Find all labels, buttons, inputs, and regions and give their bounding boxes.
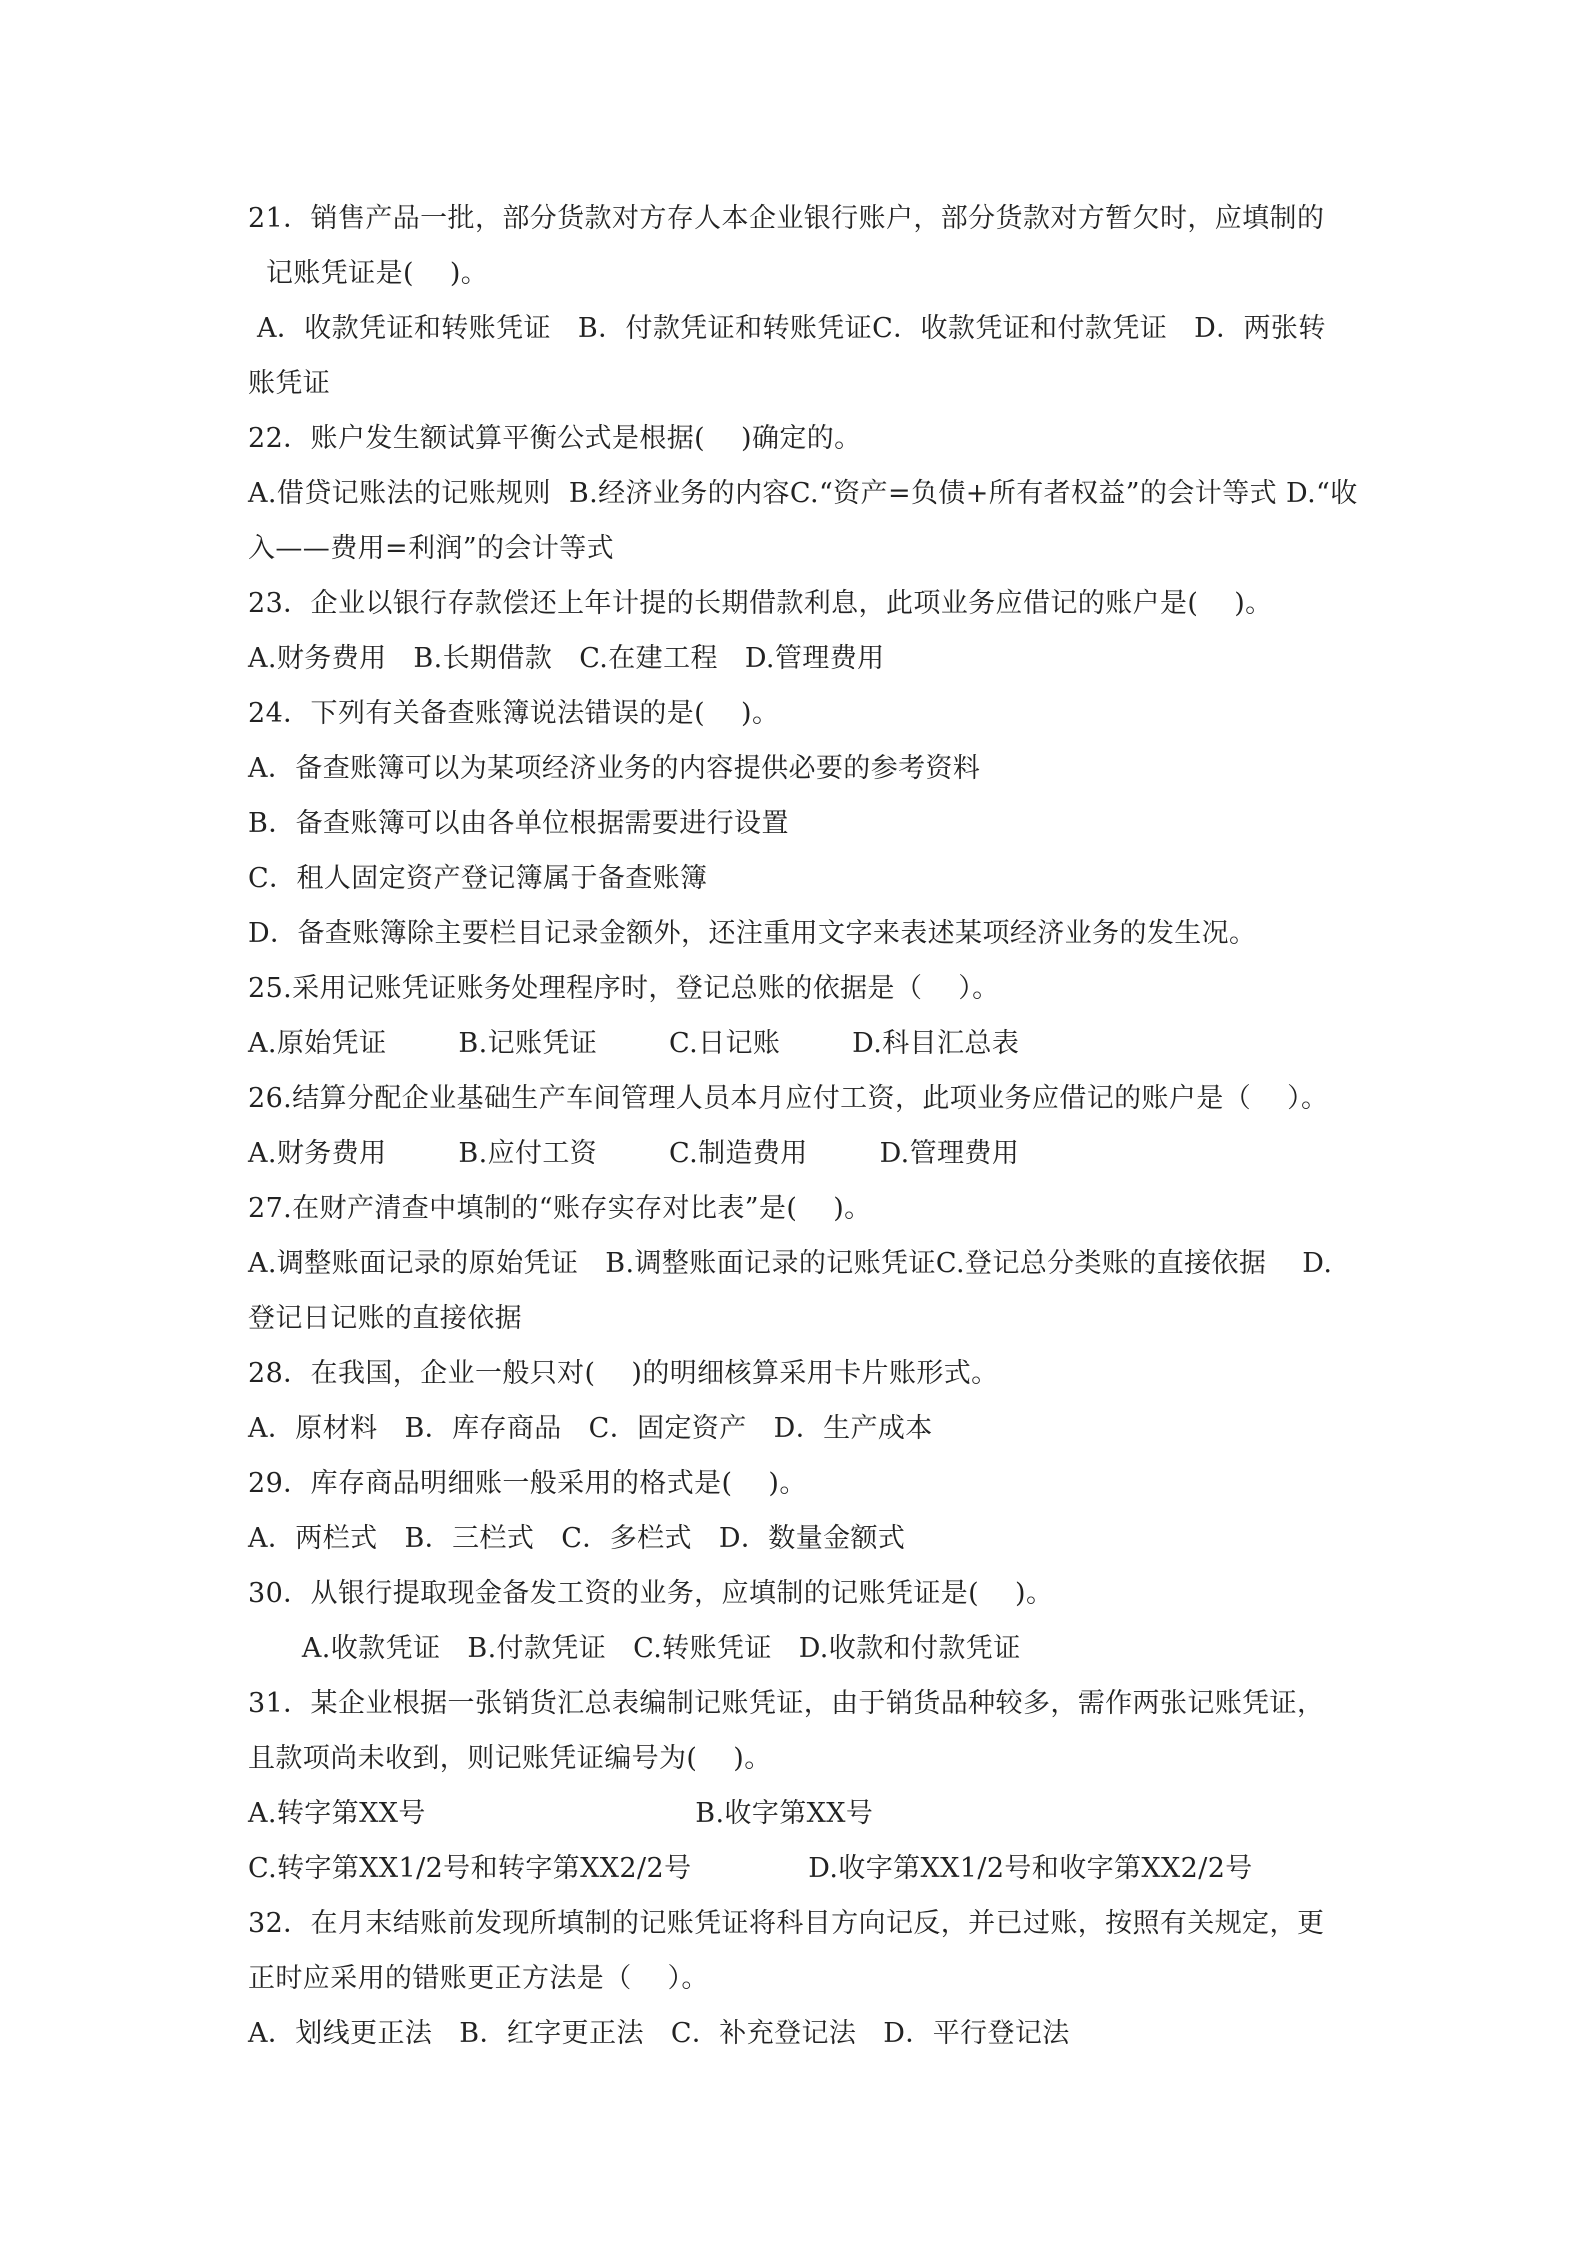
question-23-options: A.财务费用 B.长期借款 C.在建工程 D.管理费用 (248, 643, 885, 674)
question-29-options: A．两栏式 B．三栏式 C．多栏式 D．数量金额式 (248, 1523, 906, 1554)
question-28-options: A．原材料 B．库存商品 C．固定资产 D．生产成本 (248, 1413, 933, 1444)
question-26-options: A.财务费用 B.应付工资 C.制造费用 D.管理费用 (248, 1138, 1020, 1169)
question-29-text: 29．库存商品明细账一般采用的格式是( )。 (248, 1468, 807, 1499)
question-27-options-line-2: 登记日记账的直接依据 (248, 1303, 522, 1334)
question-22-text: 22．账户发生额试算平衡公式是根据( )确定的。 (248, 423, 862, 454)
question-32-options: A．划线更正法 B．红字更正法 C．补充登记法 D．平行登记法 (248, 2018, 1070, 2049)
question-26-text: 26.结算分配企业基础生产车间管理人员本月应付工资，此项业务应借记的账户是（ ）。 (248, 1083, 1329, 1114)
question-28-text: 28．在我国，企业一般只对( )的明细核算采用卡片账形式。 (248, 1358, 999, 1389)
question-31-line-1: 31．某企业根据一张销货汇总表编制记账凭证，由于销货品种较多，需作两张记账凭证， (248, 1688, 1325, 1719)
question-31-options-line-1: A.转字第XX号 B.收字第XX号 (248, 1798, 874, 1829)
question-22-options-line-2: 入——费用=利润”的会计等式 (248, 533, 615, 564)
question-24-text: 24．下列有关备查账簿说法错误的是( )。 (248, 698, 780, 729)
question-32-line-2: 正时应采用的错账更正方法是（ ）。 (248, 1963, 709, 1994)
question-30-text: 30．从银行提取现金备发工资的业务，应填制的记账凭证是( )。 (248, 1578, 1054, 1609)
question-25-text: 25.采用记账凭证账务处理程序时，登记总账的依据是（ ）。 (248, 973, 1000, 1004)
question-23-text: 23．企业以银行存款偿还上年计提的长期借款利息，此项业务应借记的账户是( )。 (248, 588, 1273, 619)
question-24-option-c: C．租人固定资产登记簿属于备查账簿 (248, 863, 708, 894)
question-32-line-1: 32．在月末结账前发现所填制的记账凭证将科目方向记反，并已过账，按照有关规定，更 (248, 1908, 1325, 1939)
question-24-option-a: A．备查账簿可以为某项经济业务的内容提供必要的参考资料 (248, 753, 981, 784)
question-24-option-d: D．备查账簿除主要栏目记录金额外，还注重用文字来表述某项经济业务的发生况。 (248, 918, 1257, 949)
question-22-options-line-1: A.借贷记账法的记账规则 B.经济业务的内容C.“资产=负债+所有者权益”的会计等式 D.“收 (248, 478, 1358, 509)
question-25-options: A.原始凭证 B.记账凭证 C.日记账 D.科目汇总表 (248, 1028, 1020, 1059)
question-31-options-line-2: C.转字第XX1/2号和转字第XX2/2号 D.收字第XX1/2号和收字第XX2/2号 (248, 1853, 1253, 1884)
question-24-option-b: B．备查账簿可以由各单位根据需要进行设置 (248, 808, 789, 839)
question-30-options: A.收款凭证 B.付款凭证 C.转账凭证 D.收款和付款凭证 (248, 1633, 1021, 1664)
question-31-line-2: 且款项尚未收到，则记账凭证编号为( )。 (248, 1743, 772, 1774)
question-27-options-line-1: A.调整账面记录的原始凭证 B.调整账面记录的记账凭证C.登记总分类账的直接依据 D. (248, 1248, 1333, 1279)
question-21-line-1: 21．销售产品一批，部分货款对方存人本企业银行账户，部分货款对方暂欠时，应填制的 (248, 203, 1325, 234)
question-27-text: 27.在财产清查中填制的“账存实存对比表”是( )。 (248, 1193, 872, 1224)
question-21-options-line-1: A．收款凭证和转账凭证 B．付款凭证和转账凭证C．收款凭证和付款凭证 D．两张转 (248, 313, 1326, 344)
question-21-line-2: 记账凭证是( )。 (248, 258, 489, 289)
question-21-options-line-2: 账凭证 (248, 368, 331, 399)
